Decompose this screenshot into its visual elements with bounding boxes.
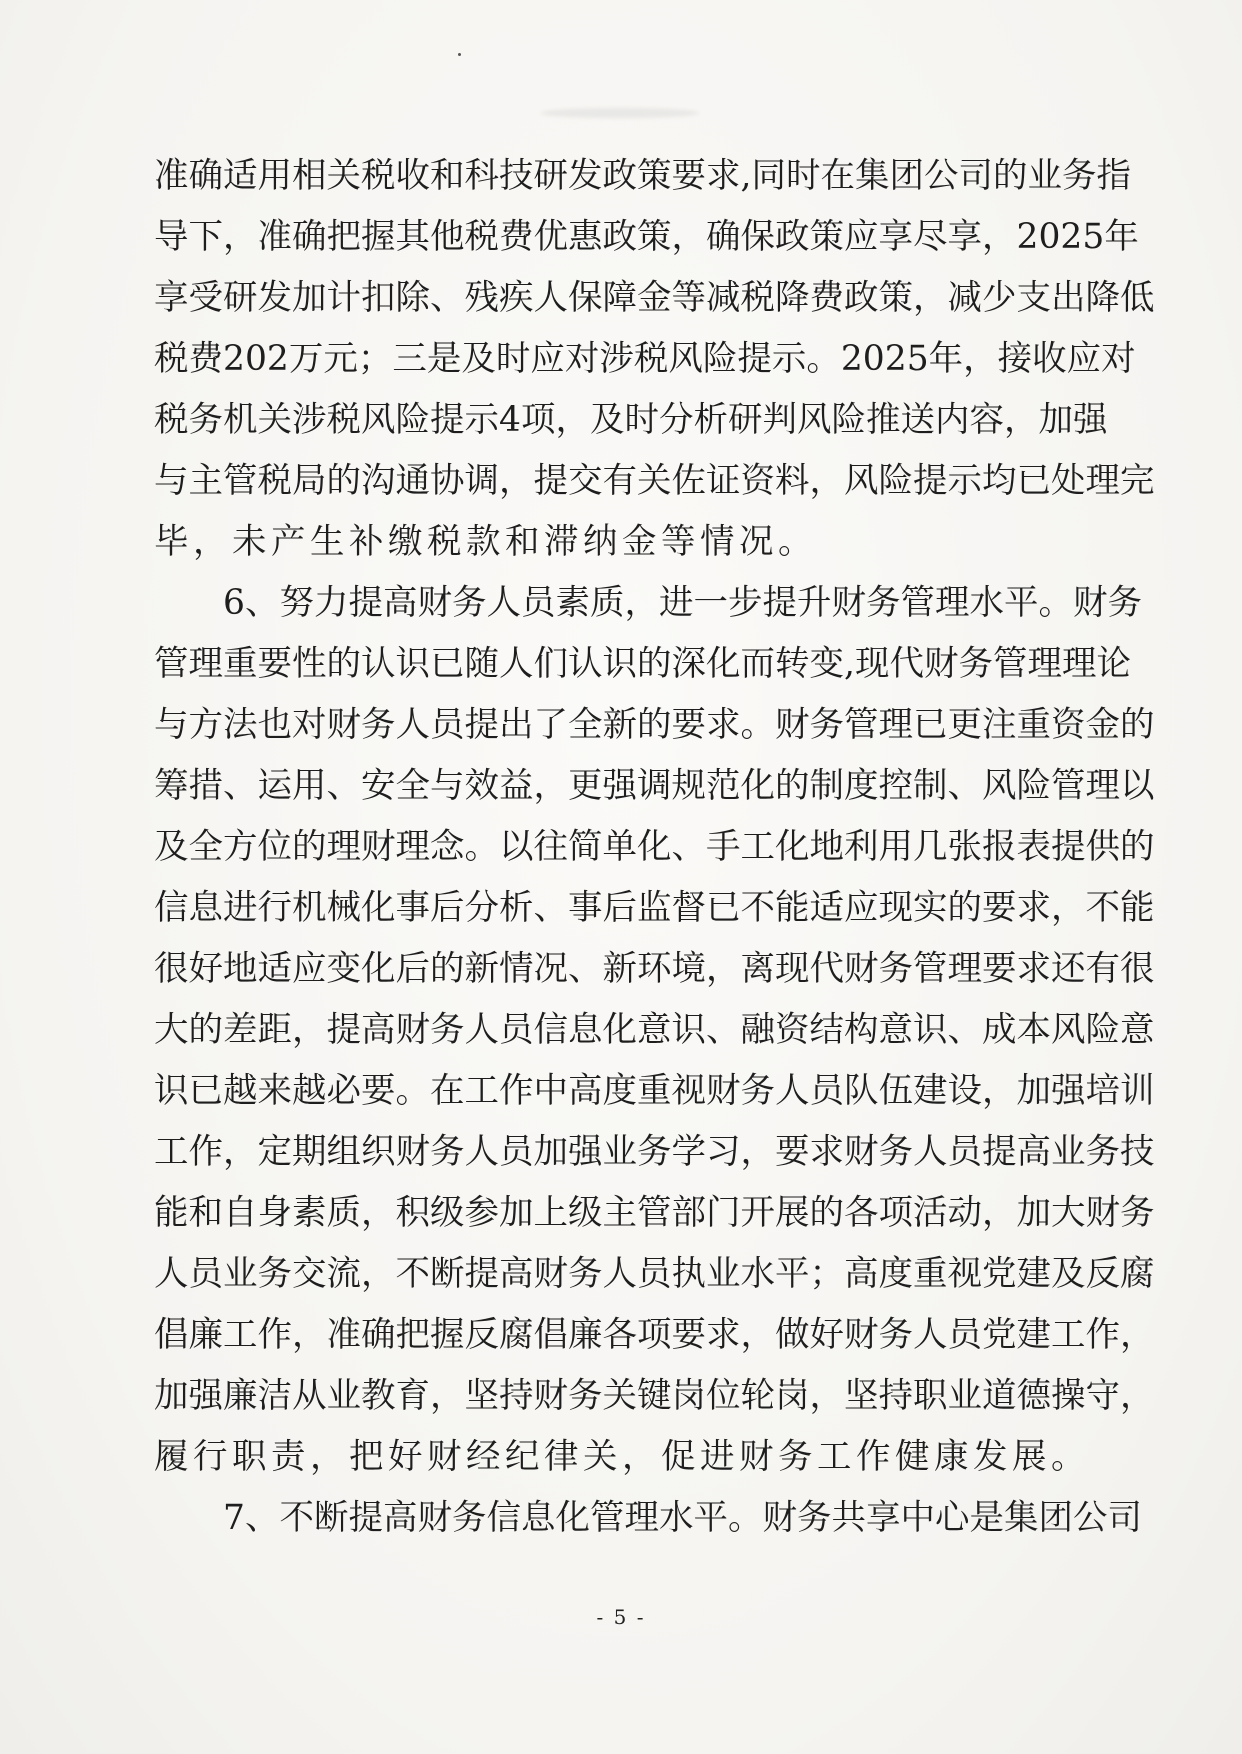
text-line: 能 和 自 身 素 质 ， 积 级 参 加 上 级 主 管 部 门 开 展 的 各 项 活 动 ， 加 大 财 务 [154,1193,1155,1233]
text-line: 工 作 ， 定 期 组 织 财 务 人 员 加 强 业 务 学 习 ， 要 求 财 务 人 员 提 高 业 务 技 [154,1132,1155,1172]
document-body [154,146,1155,1549]
text-line: 加 强 廉 洁 从 业 教 育 ， 坚 持 财 务 关 键 岗 位 轮 岗 ， 坚 持 职 业 道 德 操 守 ， [154,1376,1155,1416]
text-line: 识 已 越 来 越 必 要 。 在 工 作 中 高 度 重 视 财 务 人 员 队 伍 建 设 ， 加 强 培 训 [154,1071,1155,1111]
scan-smudge [540,108,700,118]
text-line: 筹 措 、 运 用 、 安 全 与 效 益 ， 更 强 调 规 范 化 的 制 度 控 制 、 风 险 管 理 以 [154,766,1155,806]
text-line: 6 、 努 力 提 高 财 务 人 员 素 质 ， 进 一 步 提 升 财 务 管 理 水 平 。 财 务 [223,583,1142,623]
text-line: 人 员 业 务 交 流 ， 不 断 提 高 财 务 人 员 执 业 水 平 ； 高 度 重 视 党 建 及 反 腐 [154,1254,1155,1294]
text-line: 信 息 进 行 机 械 化 事 后 分 析 、 事 后 监 督 已 不 能 适 应 现 实 的 要 求 ， 不 能 [154,888,1155,928]
scan-speck [458,53,461,56]
text-line: 很 好 地 适 应 变 化 后 的 新 情 况 、 新 环 境 ， 离 现 代 财 务 管 理 要 求 还 有 很 [154,949,1155,989]
page-number: - 5 - [596,1605,646,1629]
text-line: 及 全 方 位 的 理 财 理 念 。 以 往 简 单 化 、 手 工 化 地 利 用 几 张 报 表 提 供 的 [154,827,1155,867]
text-line: 准 确 适 用 相 关 税 收 和 科 技 研 发 政 策 要 求 , 同 时 在 集 团 公 司 的 业 务 指 [154,156,1131,196]
text-line: 享 受 研 发 加 计 扣 除 、 残 疾 人 保 障 金 等 减 税 降 费 政 策 ， 减 少 支 出 降 低 [154,278,1155,318]
text-line: 大 的 差 距 ， 提 高 财 务 人 员 信 息 化 意 识 、 融 资 结 构 意 识 、 成 本 风 险 意 [154,1010,1155,1050]
text-line: 导 下 ， 准 确 把 握 其 他 税 费 优 惠 政 策 ， 确 保 政 策 应 享 尽 享 ， 2025 年 [154,217,1139,257]
text-line: 与 方 法 也 对 财 务 人 员 提 出 了 全 新 的 要 求 。 财 务 管 理 已 更 注 重 资 金 的 [154,705,1155,745]
text-line: 7 、 不 断 提 高 财 务 信 息 化 管 理 水 平 。 财 务 共 享 中 心 是 集 团 公 司 [223,1498,1142,1538]
text-line: 税 费 202 万 元 ； 三 是 及 时 应 对 涉 税 风 险 提 示 。 2025 年 ， 接 收 应 对 [154,339,1136,379]
text-line: 毕，未产生补缴税款和滞纳金等情况。 [154,522,817,562]
text-line: 履行职责，把好财经纪律关，促进财务工作健康发展。 [154,1437,1090,1477]
text-line: 管 理 重 要 性 的 认 识 已 随 人 们 认 识 的 深 化 而 转 变 , 现 代 财 务 管 理 理 论 [154,644,1131,684]
text-line: 与 主 管 税 局 的 沟 通 协 调 ， 提 交 有 关 佐 证 资 料 ， 风 险 提 示 均 已 处 理 完 [154,461,1155,501]
text-line: 倡 廉 工 作 ， 准 确 把 握 反 腐 倡 廉 各 项 要 求 ， 做 好 财 务 人 员 党 建 工 作 ， [154,1315,1155,1355]
text-line: 税 务 机 关 涉 税 风 险 提 示 4 项 ， 及 时 分 析 研 判 风 险 推 送 内 容 ， 加 强 [154,400,1108,440]
